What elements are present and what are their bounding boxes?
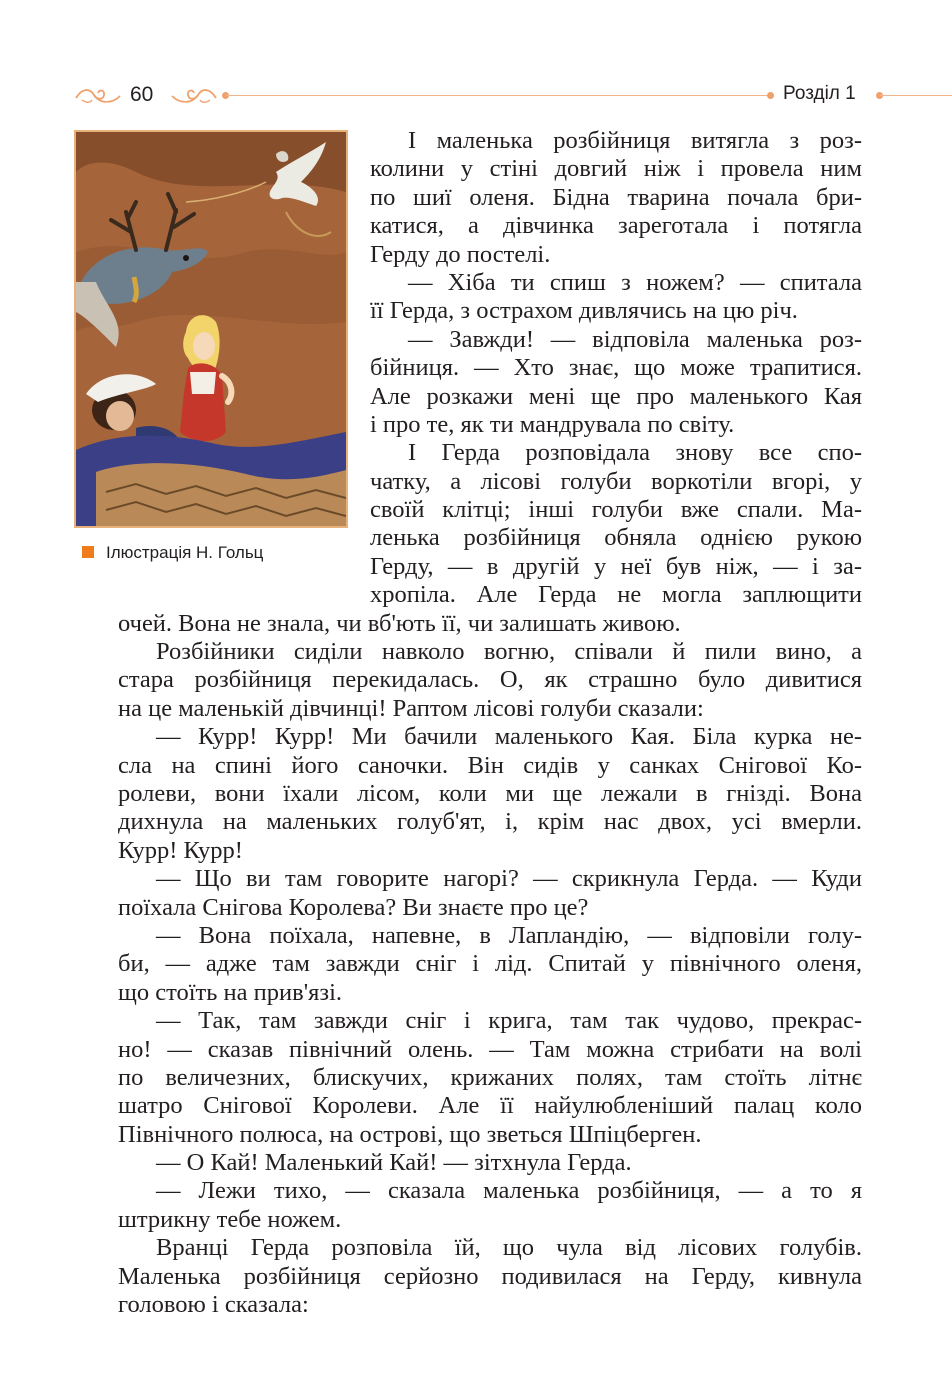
text-line: — Так, там завжди сніг і крига, там так чудово, прекрас- [156,1007,862,1035]
text-line: поїхала Снігова Королева? Ви знаєте про це? [118,893,589,921]
text-line: що стоїть на прив'язі. [118,978,343,1006]
text-line: — Хіба ти спиш з ножем? — спитала [408,268,862,296]
text-line: І Герда розповідала знову все спо- [408,439,862,467]
text-line: — Завжди! — відповіла маленька роз- [408,325,862,353]
header-rule [880,95,952,96]
text-line: шатро Снігової Королеви. Але її найулюбленіший палац коло [118,1092,862,1120]
text-line: Герду до постелі. [370,240,551,268]
text-line: головою і сказала: [118,1291,309,1319]
text-line: сла на спині його саночки. Він сидів у санках Снігової Ко- [118,751,862,779]
text-line: її Герда, з острахом дивлячись на цю річ. [370,297,798,325]
text-line: Курр! Курр! [118,836,243,864]
header-rule-dot [767,92,774,99]
text-line: би, — адже там завжди сніг і лід. Спитай у північного оленя, [118,950,862,978]
text-line: по величезних, блискучих, крижаних полях, там стоїть літнє [118,1063,862,1091]
text-line: І маленька розбійниця витягла з роз- [408,127,862,154]
text-line: своїй клітці; інші голуби вже спали. Ма- [370,496,862,524]
section-title: Розділ 1 [783,83,856,104]
left-flourish-ornament-icon [74,84,122,106]
text-line: очей. Вона не знала, чи вб'ють її, чи залишать живою. [118,609,681,637]
text-line: ленька розбійниця обняла однією рукою [370,524,862,552]
text-line: — Що ви там говорите нагорі? — скрикнула Герда. — Куди [156,865,862,893]
text-line: штрикну тебе ножем. [118,1205,342,1233]
text-line: Але розкажи мені ще про маленького Кая [370,382,862,410]
text-line: — Курр! Курр! Ми бачили маленького Кая. Біла курка не- [156,723,862,751]
text-line: стара розбійниця перекидалась. О, як страшно було дивитися [118,666,862,694]
page-header [0,78,952,114]
text-line: і про те, як ти мандрувала по світу. [370,410,735,438]
text-line: на це маленькій дівчинці! Раптом лісові голуби сказали: [118,694,704,722]
text-line: Герду, — в другій у неї був ніж, — і за- [370,552,862,580]
text-line: колини у стіні довгий ніж і провела ним [370,155,862,183]
text-line: — О Кай! Маленький Кай! — зітхнула Герда. [156,1149,632,1177]
header-rule [226,95,771,96]
text-line: но! — сказав північний олень. — Там можна стрибати на волі [118,1035,862,1063]
text-line: чатку, а лісові голуби воркотіли вгорі, у [370,467,862,495]
text-line: Вранці Герда розповіла їй, що чула від лісових голубів. [156,1234,862,1262]
text-line: Розбійники сиділи навколо вогню, співали й пили вино, а [156,638,862,666]
text-line: — Лежи тихо, — сказала маленька розбійниця, — а то я [156,1177,862,1205]
text-line: хропіла. Але Герда не могла заплющити [370,581,862,609]
text-line: — Вона поїхала, напевне, в Лапландію, — відповіли голу- [156,921,862,949]
caption-text: Ілюстрація Н. Гольц [106,543,264,562]
text-line: ролеви, вони їхали лісом, коли ми ще лежали в гнізді. Вона [118,779,862,807]
text-line: Північного полюса, на острові, що зветься Шпіцберген. [118,1120,702,1148]
text-line: Маленька розбійниця серйозно подивилася на Герду, кивнула [118,1262,862,1290]
right-flourish-ornament-icon [170,84,218,106]
text-line: дихнула на маленьких голуб'ят, і, крім нас двох, усі вмерли. [118,808,862,836]
page-number: 60 [130,83,154,106]
text-line: бійниця. — Хто знає, що може трапитися. [370,354,862,382]
text-line: катися, а дівчинка зареготала і потягла [370,212,862,240]
caption-bullet-icon [82,546,94,558]
story-text [118,127,862,1319]
text-line: по шиї оленя. Бідна тварина почала бри- [370,183,862,211]
